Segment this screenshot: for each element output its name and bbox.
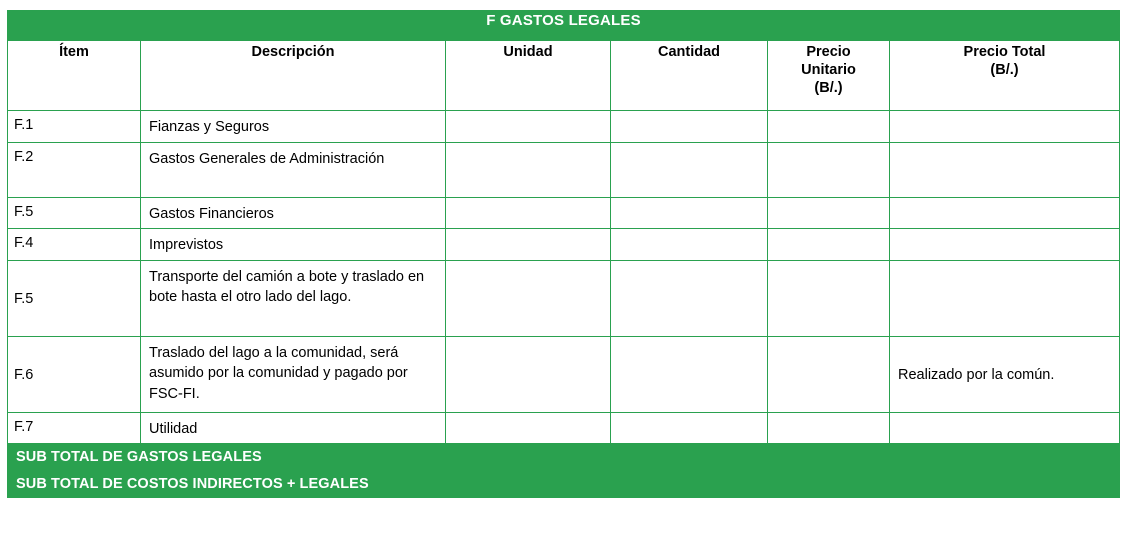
row-precio-unitario[interactable] [768, 412, 890, 444]
row-descripcion: Fianzas y Seguros [141, 111, 446, 143]
subtotal-row-gastos-legales [8, 444, 1120, 471]
column-header-precio-total [890, 41, 1120, 111]
row-precio-total[interactable] [890, 412, 1120, 444]
row-precio-total[interactable] [890, 260, 1120, 336]
row-precio-total[interactable] [890, 111, 1120, 143]
table-row [8, 412, 1120, 444]
column-header-unidad: Unidad [446, 41, 611, 111]
column-header-item: Ítem [8, 41, 141, 111]
row-precio-unitario[interactable] [768, 260, 890, 336]
row-unidad[interactable] [446, 412, 611, 444]
row-item: F.6 [8, 336, 141, 412]
column-header-cantidad: Cantidad [611, 41, 768, 111]
table-row [8, 142, 1120, 197]
row-descripcion: Imprevistos [141, 229, 446, 261]
table-title: F GASTOS LEGALES [8, 11, 1120, 41]
table-header-row [8, 41, 1120, 111]
row-descripcion: Transporte del camión a bote y traslado en bote hasta el otro lado del lago. [141, 260, 446, 336]
precio-total-line-1: Precio Total [963, 44, 1046, 60]
row-unidad[interactable] [446, 111, 611, 143]
subtotal-row-costos-indirectos-legales [8, 471, 1120, 498]
row-precio-total[interactable] [890, 229, 1120, 261]
row-unidad[interactable] [446, 229, 611, 261]
column-header-precio-unitario [768, 41, 890, 111]
row-item: F.4 [8, 229, 141, 261]
row-precio-total[interactable] [890, 197, 1120, 229]
row-item: F.5 [8, 197, 141, 229]
table-row [8, 336, 1120, 412]
table-row [8, 229, 1120, 261]
row-item: F.5 [8, 260, 141, 336]
row-cantidad[interactable] [611, 412, 768, 444]
column-header-descripcion: Descripción [141, 41, 446, 111]
row-descripcion: Utilidad [141, 412, 446, 444]
row-cantidad[interactable] [611, 336, 768, 412]
precio-total-line-2: (B/.) [990, 62, 1019, 79]
row-cantidad[interactable] [611, 260, 768, 336]
row-precio-total[interactable] [890, 142, 1120, 197]
row-cantidad[interactable] [611, 197, 768, 229]
precio-unitario-line-1: Precio [806, 44, 851, 60]
subtotal-value-costos-indirectos-legales[interactable] [890, 471, 1120, 498]
row-cantidad[interactable] [611, 229, 768, 261]
row-item: F.2 [8, 142, 141, 197]
subtotal-label-costos-indirectos-legales: SUB TOTAL DE COSTOS INDIRECTOS + LEGALES [8, 471, 890, 498]
budget-sheet [0, 10, 1126, 533]
row-unidad[interactable] [446, 197, 611, 229]
gastos-legales-table [7, 10, 1120, 498]
row-unidad[interactable] [446, 142, 611, 197]
row-item: F.1 [8, 111, 141, 143]
row-precio-unitario[interactable] [768, 111, 890, 143]
row-precio-unitario[interactable] [768, 229, 890, 261]
precio-unitario-line-3: (B/.) [814, 80, 843, 97]
row-descripcion: Traslado del lago a la comunidad, será asumido por la comunidad y pagado por FSC-FI. [141, 336, 446, 412]
subtotal-label-gastos-legales: SUB TOTAL DE GASTOS LEGALES [8, 444, 890, 471]
row-unidad[interactable] [446, 336, 611, 412]
table-row [8, 260, 1120, 336]
row-precio-unitario[interactable] [768, 142, 890, 197]
row-item: F.7 [8, 412, 141, 444]
row-precio-total[interactable]: Realizado por la común. [890, 336, 1120, 412]
row-cantidad[interactable] [611, 142, 768, 197]
row-descripcion: Gastos Generales de Administración [141, 142, 446, 197]
row-cantidad[interactable] [611, 111, 768, 143]
table-title-row [8, 11, 1120, 41]
subtotal-value-gastos-legales[interactable] [890, 444, 1120, 471]
row-unidad[interactable] [446, 260, 611, 336]
precio-unitario-line-2: Unitario [801, 62, 856, 79]
table-row [8, 197, 1120, 229]
row-precio-unitario[interactable] [768, 197, 890, 229]
row-precio-unitario[interactable] [768, 336, 890, 412]
table-row [8, 111, 1120, 143]
row-descripcion: Gastos Financieros [141, 197, 446, 229]
